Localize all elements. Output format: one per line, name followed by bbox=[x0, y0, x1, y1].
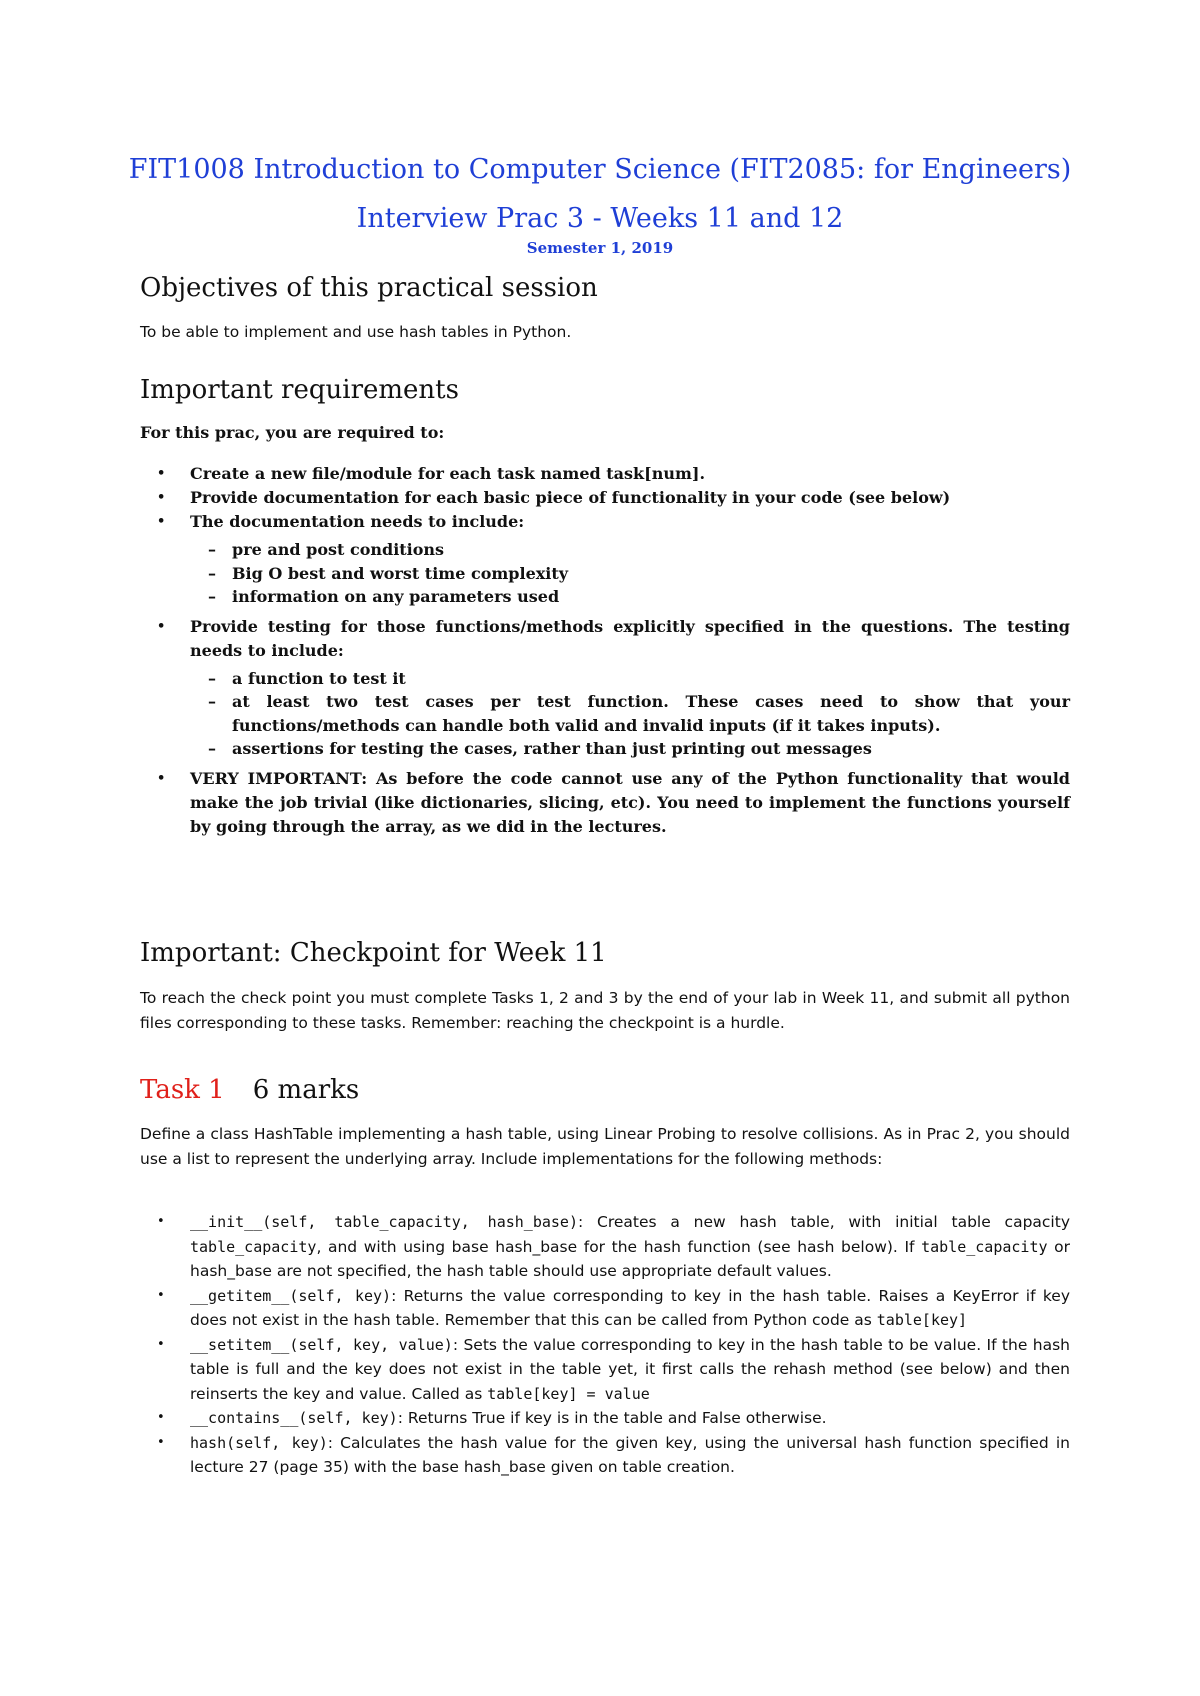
bullet-icon: • bbox=[157, 618, 166, 634]
task1-marks: 6 marks bbox=[252, 1075, 360, 1105]
dash-icon: – bbox=[208, 739, 216, 758]
bullet-icon: • bbox=[157, 1336, 165, 1352]
dash-icon: – bbox=[208, 668, 216, 688]
list-item: – at least two test cases per test function. These cases need to show that your functions/methods can handle both valid and invalid inputs (if it takes inputs). bbox=[208, 692, 1070, 735]
bullet-icon: • bbox=[157, 1434, 165, 1450]
objectives-text: To be able to implement and use hash tables in Python. bbox=[140, 323, 572, 341]
list-item: • VERY IMPORTANT: As before the code cannot use any of the Python functionality that would make the job trivial (like dictionaries, slicing, etc). You need to implement the functions yourself by going through the array, as we did in the lectures. bbox=[157, 768, 1070, 836]
list-item: • __getitem__(self, key): Returns the value corresponding to key in the hash table. Raises a KeyError if key does not exist in the hash table. Remember that this can be called from Python code as table[key] bbox=[140, 1284, 1070, 1333]
dash-icon: – bbox=[208, 563, 216, 583]
bullet-icon: • bbox=[157, 1410, 165, 1425]
list-item: • __setitem__(self, key, value): Sets the value corresponding to key in the hash table to be value. If the hash table is full and the key does not exist in the table yet, it first calls the rehash method (see below) and then reinserts the key and value. Called as table[key] = value bbox=[140, 1333, 1070, 1407]
bullet-icon: • bbox=[157, 466, 166, 481]
document-subtitle: Interview Prac 3 - Weeks 11 and 12 bbox=[356, 203, 844, 234]
method-signature: __getitem__(self, key) bbox=[190, 1286, 392, 1305]
documentation-sublist bbox=[190, 538, 1070, 609]
dash-icon: – bbox=[208, 540, 216, 559]
list-item: • hash(self, key): Calculates the hash value for the given key, using the universal hash function specified in lecture 27 (page 35) with the base hash_base given on table creation. bbox=[140, 1431, 1070, 1480]
dash-icon: – bbox=[208, 587, 216, 606]
objectives-heading: Objectives of this practical session bbox=[140, 273, 598, 303]
list-item: • Create a new file/module for each task named task[num]. bbox=[140, 462, 1070, 486]
list-item: – a function to test it bbox=[190, 667, 1070, 691]
method-signature: hash(self, key) bbox=[190, 1433, 328, 1452]
list-item: – Big O best and worst time complexity bbox=[190, 562, 1070, 586]
list-item: – information on any parameters used bbox=[190, 585, 1070, 609]
list-item: • __init__(self, table_capacity, hash_base): Creates a new hash table, with initial table capacity table_capacity, and with using base hash_base for the hash function (see hash below). If table_capacity or hash_base are not specified, the hash table should use appropriate default values. bbox=[140, 1210, 1070, 1284]
document-title: FIT1008 Introduction to Computer Science (FIT2085: for Engineers) bbox=[128, 154, 1072, 185]
bullet-icon: • bbox=[157, 514, 166, 529]
method-signature: __setitem__(self, key, value) bbox=[190, 1335, 453, 1354]
list-item: • The documentation needs to include: – pre and post conditions – Big O best and worst time complexity – information on any parameters used bbox=[140, 510, 1070, 609]
checkpoint-text: To reach the check point you must complete Tasks 1, 2 and 3 by the end of your lab in Week 11, and submit all python files corresponding to these tasks. Remember: reaching the checkpoint is a hurdle. bbox=[140, 989, 1070, 1032]
semester-label: Semester 1, 2019 bbox=[526, 239, 674, 257]
list-item: – assertions for testing the cases, rather than just printing out messages bbox=[190, 737, 1070, 761]
task1-methods-list bbox=[140, 1210, 1070, 1480]
bullet-icon: • bbox=[157, 770, 166, 786]
bullet-icon: • bbox=[157, 1287, 165, 1303]
task1-intro: Define a class HashTable implementing a hash table, using Linear Probing to resolve collisions. As in Prac 2, you should use a list to represent the underlying array. Include implementations for the following methods: bbox=[140, 1125, 1070, 1168]
list-item: • Provide testing for those functions/methods explicitly specified in the questions. The testing needs to include: – a function to test it – at least two test cases per test function. These cases need to show that your functions/methods can handle both valid and invalid inputs (if it takes inputs). – assertions for testing the cases, rather than just printing out messages bbox=[140, 615, 1070, 761]
dash-icon: – bbox=[208, 692, 216, 711]
bullet-icon: • bbox=[157, 490, 166, 505]
method-signature: __init__(self, table_capacity, hash_base) bbox=[190, 1213, 578, 1231]
list-item: • Provide documentation for each basic piece of functionality in your code (see below) bbox=[140, 486, 1070, 510]
testing-sublist bbox=[190, 667, 1070, 761]
checkpoint-heading: Important: Checkpoint for Week 11 bbox=[140, 938, 607, 968]
requirements-heading: Important requirements bbox=[140, 375, 459, 405]
requirements-intro: For this prac, you are required to: bbox=[140, 423, 445, 442]
method-signature: __contains__(self, key) bbox=[190, 1409, 398, 1427]
task1-heading bbox=[140, 1074, 359, 1106]
requirements-list bbox=[140, 462, 1070, 839]
task1-label: Task 1 bbox=[140, 1075, 225, 1105]
bullet-icon: • bbox=[157, 1214, 165, 1229]
very-important-label: VERY IMPORTANT: bbox=[190, 768, 368, 788]
list-item: – pre and post conditions bbox=[190, 538, 1070, 562]
list-item: • __contains__(self, key): Returns True if key is in the table and False otherwise. bbox=[140, 1406, 1070, 1431]
